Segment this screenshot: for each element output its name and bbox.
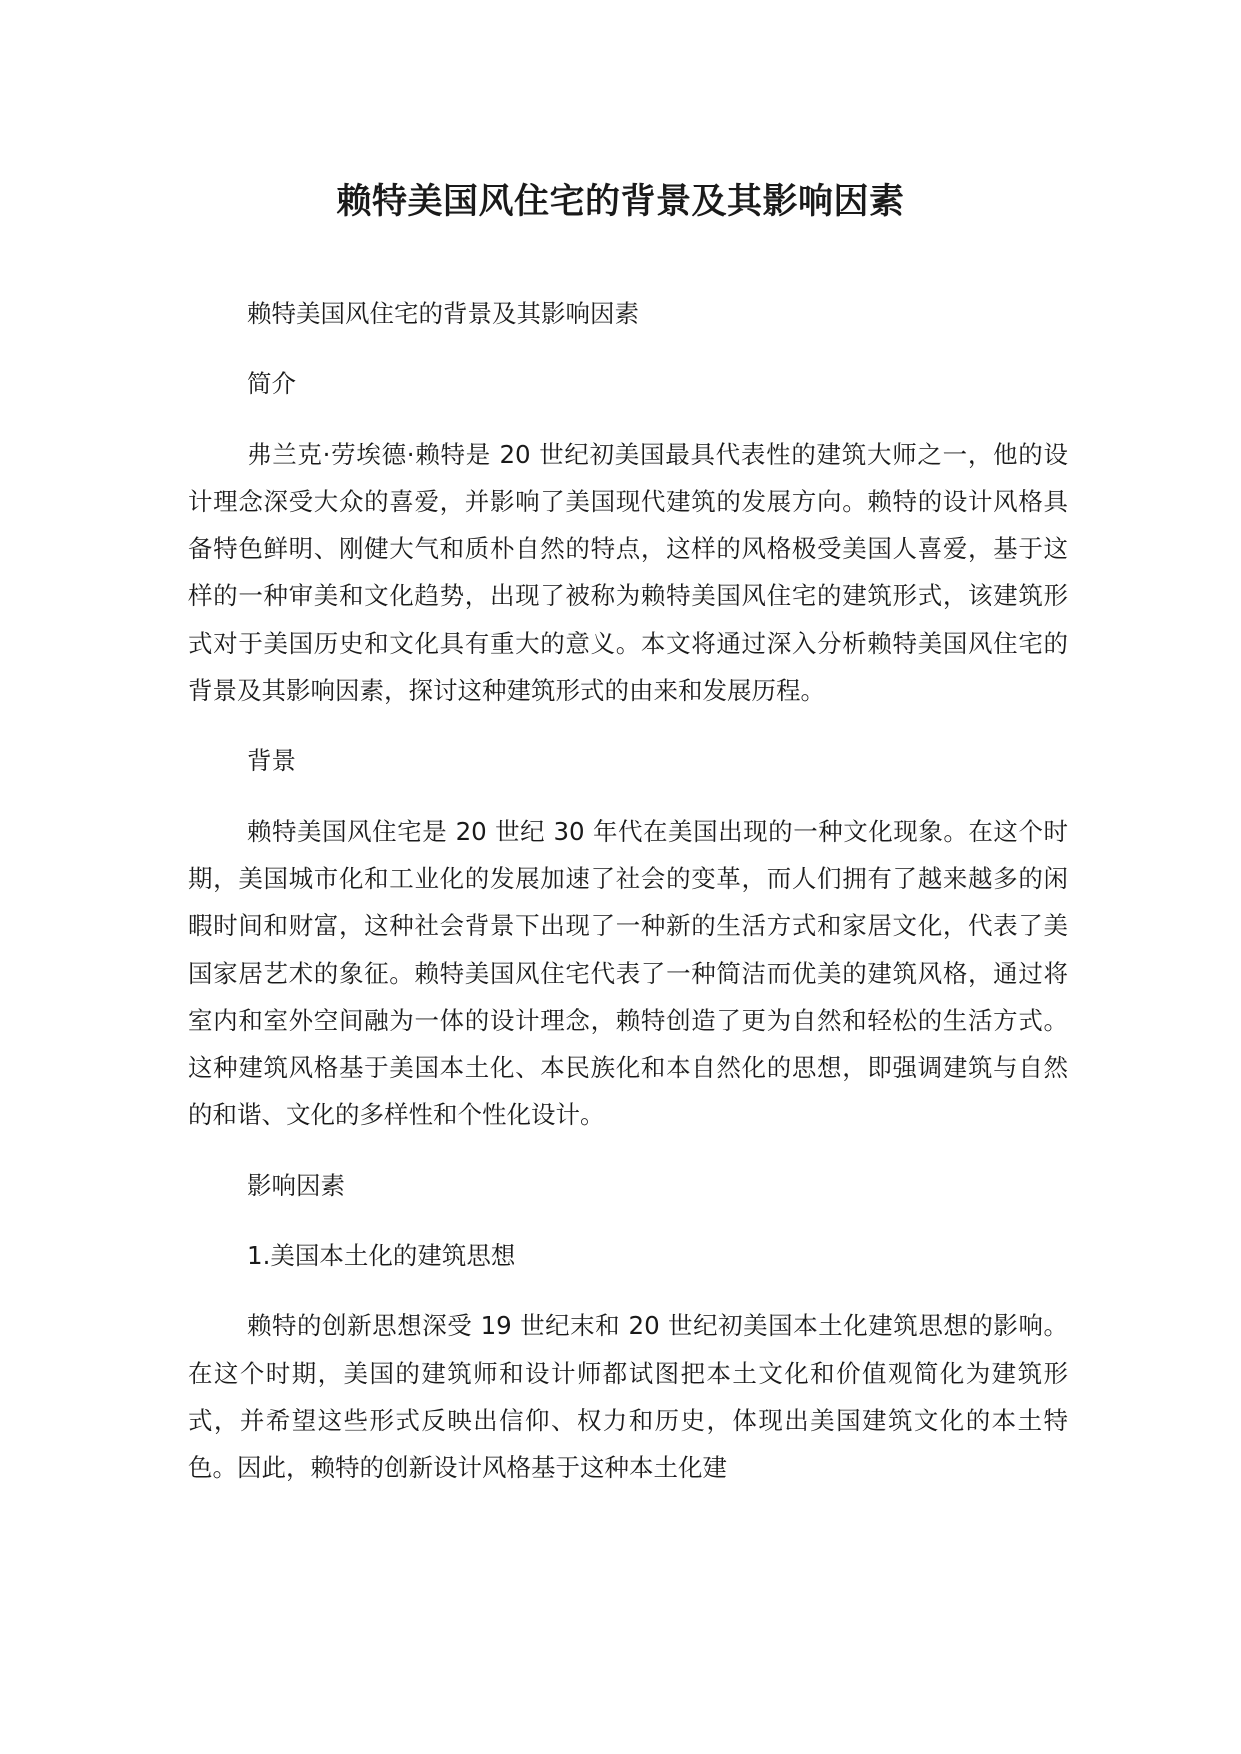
background-paragraph: 赖特美国风住宅是 20 世纪 30 年代在美国出现的一种文化现象。在这个时期，美国城市化和工业化的发展加速了社会的变革，而人们拥有了越来越多的闲暇时间和财富，这种社会背景下出现了一种新的生活方式和家居文化，代表了美国家居艺术的象征。赖特美国风住宅代表了一种简洁而优美的建筑风格，通过将室内和室外空间融为一体的设计理念，赖特创造了更为自然和轻松的生活方式。这种建筑风格基于美国本土化、本民族化和本自然化的思想，即强调建筑与自然的和谐、文化的多样性和个性化设计。 bbox=[188, 816, 1068, 1130]
subsection-heading-factor-1: 1.美国本土化的建筑思想 bbox=[247, 1241, 516, 1271]
section-heading-intro: 简介 bbox=[247, 369, 296, 399]
section-heading-background: 背景 bbox=[247, 746, 296, 776]
document-body bbox=[188, 290, 1068, 1515]
document-title: 赖特美国风住宅的背景及其影响因素 bbox=[336, 182, 905, 222]
section-heading-factors: 影响因素 bbox=[247, 1170, 345, 1200]
factor-1-paragraph: 赖特的创新思想深受 19 世纪末和 20 世纪初美国本土化建筑思想的影响。在这个时期，美国的建筑师和设计师都试图把本土文化和价值观简化为建筑形式，并希望这些形式反映出信仰、权力和历史，体现出美国建筑文化的本土特色。因此，赖特的创新设计风格基于这种本土化建 bbox=[188, 1311, 1068, 1483]
document-subtitle: 赖特美国风住宅的背景及其影响因素 bbox=[247, 299, 639, 328]
intro-paragraph: 弗兰克·劳埃德·赖特是 20 世纪初美国最具代表性的建筑大师之一，他的设计理念深受大众的喜爱，并影响了美国现代建筑的发展方向。赖特的设计风格具备特色鲜明、刚健大气和质朴自然的特点，这样的风格极受美国人喜爱，基于这样的一种审美和文化趋势，出现了被称为赖特美国风住宅的建筑形式，该建筑形式对于美国历史和文化具有重大的意义。本文将通过深入分析赖特美国风住宅的背景及其影响因素，探讨这种建筑形式的由来和发展历程。 bbox=[188, 439, 1068, 706]
